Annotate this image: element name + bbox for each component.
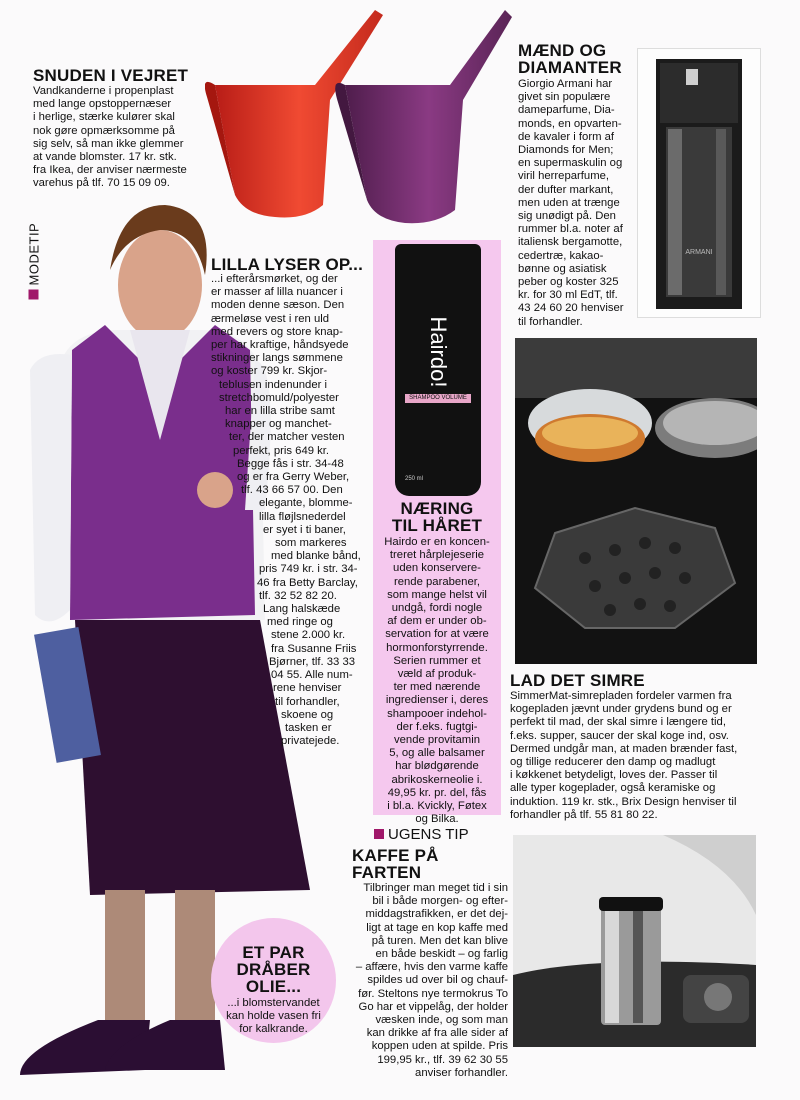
olie-body: ...i blomstervandet kan holde vasen fri for kalkrande. [226,997,321,1036]
kaffe-body: Tilbringer man meget tid i sin bil i både morgen- og efter- middagstrafikken, er det dej- ligt at tage en kop kaffe med på turen. Men det kan blive en både beskidt – og farlig – affære, hvis den varme kaffe spildes ud over bil og chauf- før. Steltons nye termokrus To Go har et vippelåg, der holder væsken inde, og som man kan drikke af fra alle sider af koppen uden at spilde. Pris 199,95 kr., tlf. 39 62 30 55 anviser forhandler. [355,882,508,1079]
snuden-body: Vandkanderne i propenplast med lange opstoppernæser i herlige, stærke kulører skal nok gøre opmærksomme på sig selv, så man ikke glemmer at vande blomster. 17 kr. stk. fra Ikea, der anviser nærmeste varehus på tlf. 70 15 09 09. [33,85,187,190]
naering-heading-1: NÆRING [400,499,474,518]
perfume-bottle-photo [637,48,761,318]
naering-body: Hairdo er en koncen- treret hårplejeserie uden konservere- rende parabener, som mange helst vil undgå, fordi nogle af dem er under ob- servation for at være hormonforstyrrende. Serien rummer et væld af produk- ter med nærende ingredienser i, deres shampooer indehol- der f.eks. fugtgi- vende provitamin 5, og alle balsamer har blødgørende abrikoskerneolie i. 49,95 kr. pr. del, fås i bl.a. Kvickly, Føtex og Bilka. [384,536,490,826]
travel-mug-car-photo [513,835,756,1047]
ugens-section [352,826,508,1080]
modetip-square [29,290,39,300]
simre-heading: LAD DET SIMRE [510,671,645,690]
naering-heading-2: TIL HÅRET [391,516,483,535]
simre-section [510,672,760,822]
maend-body: Giorgio Armani har givet sin populære dameparfume, Dia- monds, en opvarten- de kavaler i form af Diamonds for Men; en supermaskulin og viril herreparfume, der dufter markant, men uden at trænge sig unødigt på. Den rummer bl.a. noter af italiensk bergamotte, cedertræ, kakao- bønne og asiatisk peber og koster 325 kr. for 30 ml EdT, tlf. 43 24 60 20 henviser til forhandler. [518,78,624,328]
tube-label-text: SHAMPOO VOLUME [409,395,467,401]
tube-brand: Hairdo! [426,316,451,388]
olie-section [213,944,334,1037]
olie-heading-2: DRÅBER [236,960,311,979]
kaffe-heading: KAFFE PÅ FARTEN [352,846,439,882]
modetip-label: MODETIP [26,222,42,286]
modetip-tag [24,212,44,302]
olie-heading-1: ET PAR [242,943,305,962]
snuden-section [33,67,218,191]
simmer-mat-photo [515,338,757,664]
naering-section [373,500,501,826]
simre-body: SimmerMat-simrepladen fordeler varmen fra kogepladen jævnt under grydens bund og er perfekt til mad, der skal simre i længere tid, f.eks. supper, saucer der skal koge ind, osv. Dermed undgår man, at maden brænder fast, og tillige reducerer den damp og madlugt i køkkenet betydeligt, loves der. Passer til alle typer kogeplader, også keramiske og induktion. 119 kr. stk., Brix Design henviser til forhandler på tlf. 55 81 80 22. [510,690,738,821]
olie-heading-3: OLIE... [245,977,302,996]
lilla-body: ...i efterårsmørket, og der er masser af lilla nuancer i moden denne sæson. Den ærmeløse vest i ren uld med revers og store knap- per har kraftige, håndsyede stikninger langs sømmene og koster 799 kr. Skjor- teblusen indenunder i stretchbomuld/polyester har en lilla stribe samt knapper og manchet- ter, der matcher vesten perfekt, pris 649 kr. Begge fås i str. 34-48 og er fra Gerry Weber, tlf. 43 66 57 00. Den elegante, blomme- lilla fløjlsnederdel er syet i ti baner, som markeres med blanke bånd, pris 749 kr. i str. 34- 46 fra Betty Barclay, tlf. 32 52 82 20. Lang halskæde med ringe og stene 2.000 kr. fra Susanne Friis Bjørner, tlf. 33 33 04 55. Alle num- rene henviser til forhandler, skoene og tasken er privatejede. [211,273,361,748]
maend-heading-2: DIAMANTER [518,58,622,77]
maend-heading-1: MÆND OG [518,41,607,60]
svg-text:ARMANI: ARMANI [685,249,713,256]
ugens-tag [374,826,508,843]
lilla-heading: LILLA LYSER OP... [211,255,364,274]
ugens-label: UGENS TIP [388,826,469,843]
maend-section [518,42,636,329]
tube-size: 250 ml [405,476,424,482]
hairdo-tube [395,244,481,496]
ugens-square [374,829,384,839]
lilla-section [211,256,373,748]
snuden-heading: SNUDEN I VEJRET [33,66,189,85]
